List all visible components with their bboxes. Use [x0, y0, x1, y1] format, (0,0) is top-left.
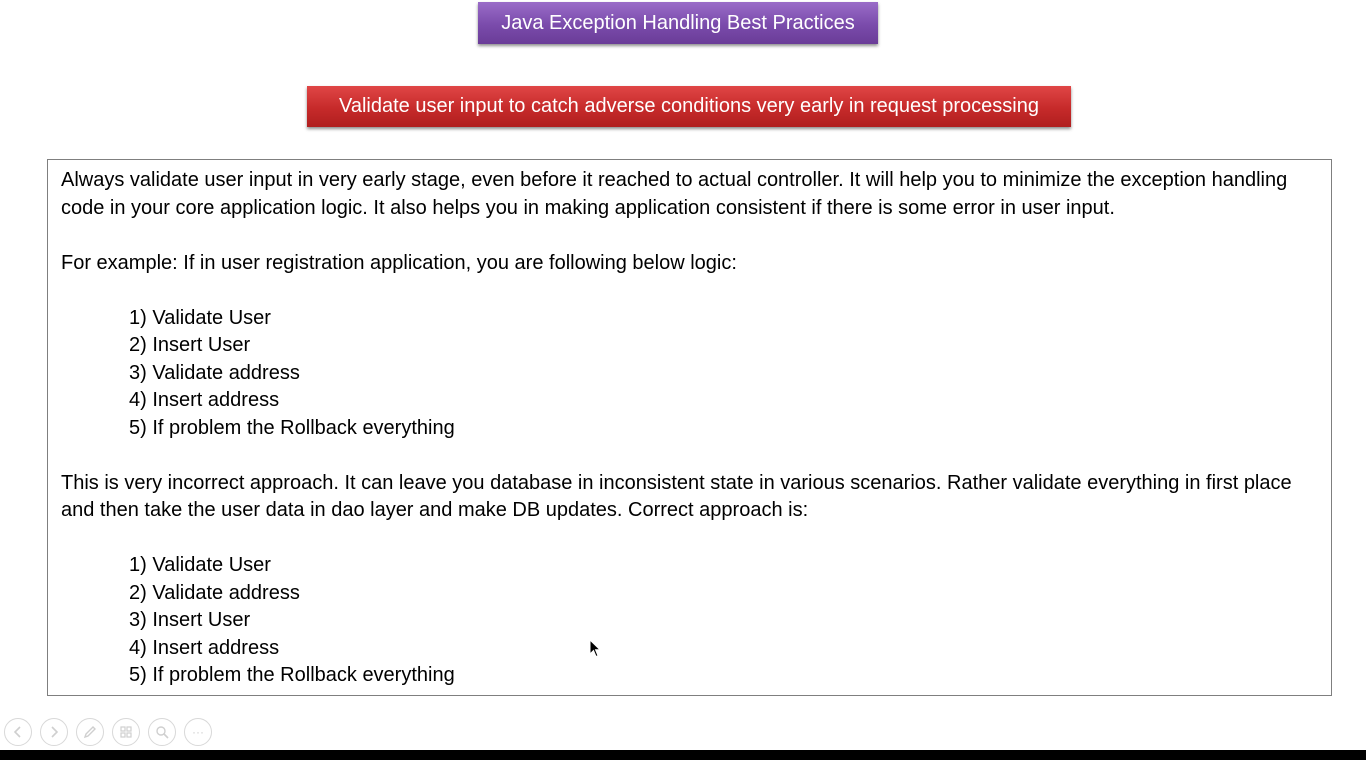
list-item: 4) Insert address: [129, 389, 280, 411]
list-item: 3) Insert User: [129, 609, 251, 631]
list-item: 2) Insert User: [129, 334, 251, 356]
intro-paragraph: Always validate user input in very early stage, even before it reached to actual controller. It will help you to minimize the exception handling code in your core application logic. It also helps you in making application consistent if there is some error in user input.: [61, 169, 1288, 219]
previous-button[interactable]: [4, 718, 32, 746]
more-icon: ···: [192, 725, 204, 739]
list-item: 5) If problem the Rollback everything: [129, 416, 455, 439]
list-item: 4) Insert address: [129, 636, 280, 659]
spacer: [61, 442, 1318, 470]
content-box: [47, 159, 1332, 696]
list-item: 3) Validate address: [129, 361, 300, 384]
mouse-cursor-icon: [589, 639, 601, 659]
list-item: 2) Validate address: [129, 581, 300, 604]
example-intro: For example: If in user registration application, you are following below logic:: [61, 251, 737, 274]
slides-button[interactable]: [112, 718, 140, 746]
pen-icon: [82, 724, 98, 740]
slide-subtitle: Validate user input to catch adverse conditions very early in request processing: [307, 86, 1071, 127]
slide-title: Java Exception Handling Best Practices: [478, 2, 878, 44]
previous-icon: [10, 724, 26, 740]
next-button[interactable]: [40, 718, 68, 746]
zoom-icon: [154, 724, 170, 740]
spacer: [61, 277, 1318, 305]
zoom-button[interactable]: [148, 718, 176, 746]
spacer: [61, 525, 1318, 553]
slides-icon: [118, 724, 134, 740]
critique-paragraph: This is very incorrect approach. It can leave you database in inconsistent state in various scenarios. Rather validate everything in first place and then take the user data in dao layer and make DB updates. Correct approach is:: [61, 471, 1292, 521]
spacer: [61, 222, 1318, 250]
next-icon: [46, 724, 62, 740]
list-item: 1) Validate User: [129, 554, 271, 576]
list-item: 5) If problem the Rollback everything: [129, 664, 455, 686]
slideshow-toolbar: [4, 717, 212, 747]
list-item: 1) Validate User: [129, 306, 271, 329]
pen-button[interactable]: [76, 718, 104, 746]
more-button[interactable]: [184, 718, 212, 746]
taskbar-strip: [0, 750, 1366, 760]
wrong-steps-list: [61, 305, 1318, 443]
correct-steps-list: [61, 552, 1318, 690]
